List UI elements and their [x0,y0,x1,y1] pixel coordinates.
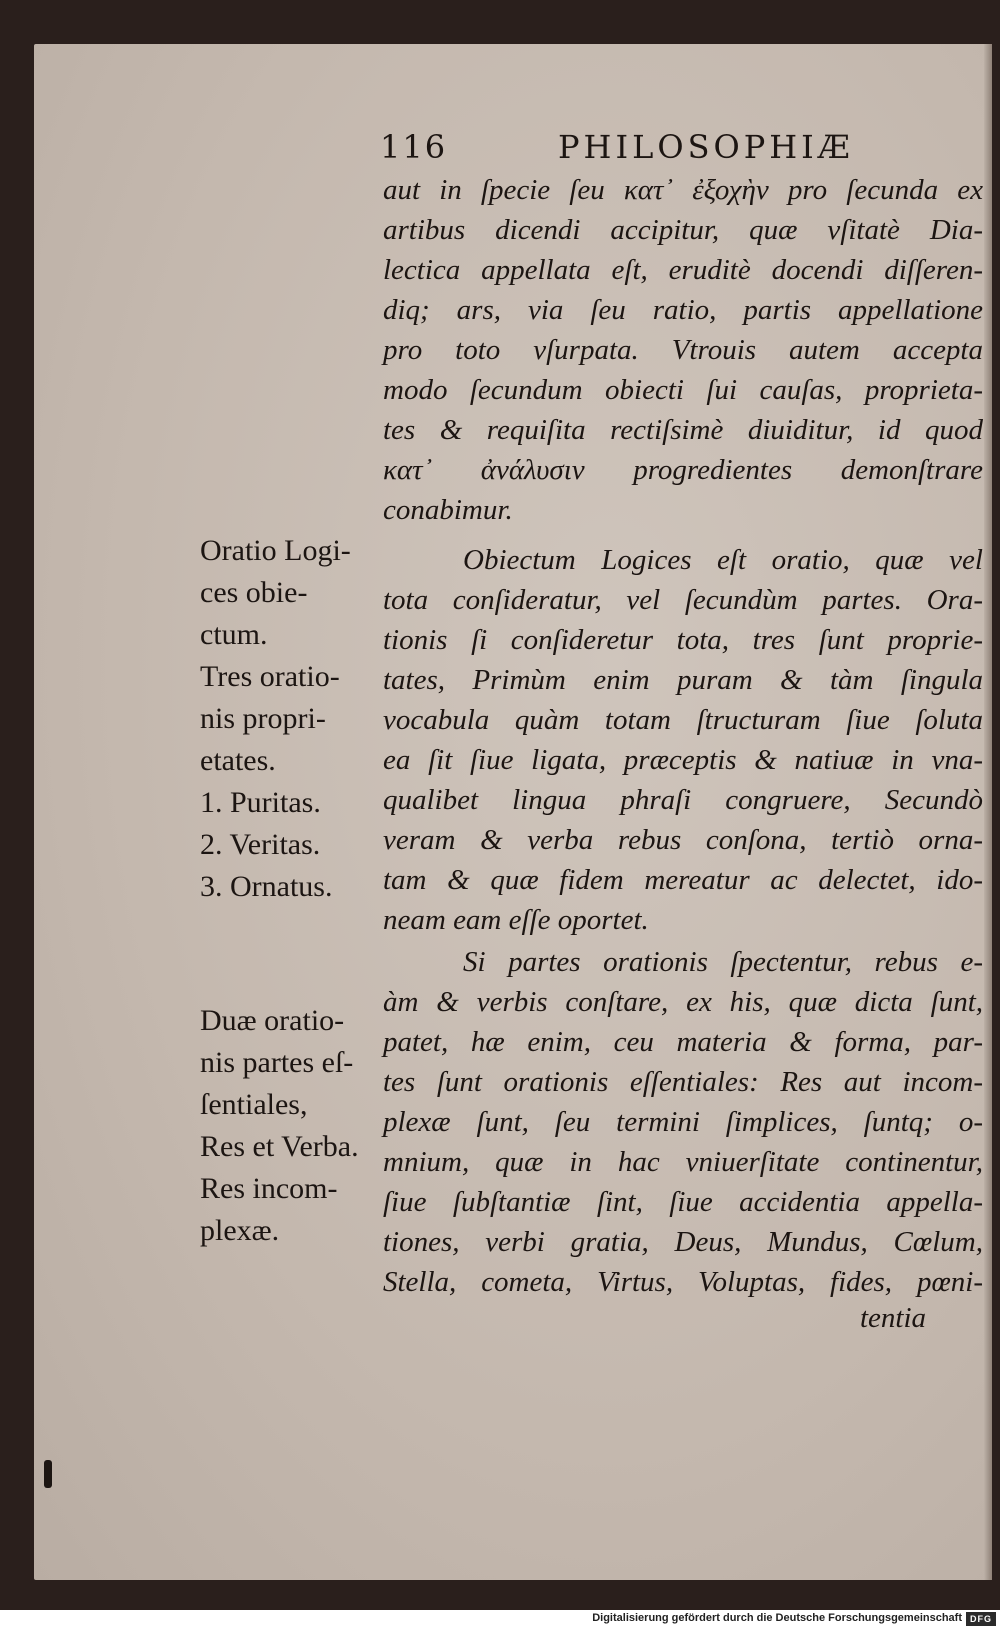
marginal-line: Res et Verba. [200,1130,359,1163]
text-line: ſiue ſubſtantiæ ſint, ſiue accidentia appella- [383,1186,983,1218]
text-line: àm & verbis conſtare, ex his, quæ dicta ſunt, [383,986,983,1018]
text-line: modo ſecundum obiecti ſui cauſas, proprieta- [383,374,983,406]
text-line: tam & quæ fidem mereatur ac delectet, ido- [383,864,983,896]
page-edge [984,44,992,1580]
text-line: plexæ ſunt, ſeu termini ſimplices, ſuntq; o- [383,1106,983,1138]
text-line: Obiectum Logices eſt oratio, quæ vel [463,544,983,576]
text-line: vocabula quàm totam ſtructuram ſiue ſoluta [383,704,983,736]
text-line: ea ſit ſiue ligata, præceptis & natiuæ in vna- [383,744,983,776]
marginal-line: Res incom- [200,1172,338,1205]
text-line: qualibet lingua phraſi congruere, Secundò [383,784,983,816]
text-line: Si partes orationis ſpectentur, rebus e- [463,946,983,978]
marginal-line: 3. Ornatus. [200,870,333,903]
text-line: tota conſideratur, vel ſecundùm partes. Ora- [383,584,983,616]
text-block-obiectum [383,540,983,940]
text-line: tes & requiſita rectiſsimè diuiditur, id quod [383,414,983,446]
marginal-line: 2. Veritas. [200,828,321,861]
text-line: pro toto vſurpata. Vtrouis autem accepta [383,334,983,366]
text-line: artibus dicendi accipitur, quæ vſitatè Dia- [383,214,983,246]
running-title: PHILOSOPHIÆ [558,128,854,166]
marginal-line: 1. Puritas. [200,786,321,819]
text-line: κατ᾽ ἀνάλυσιν progredientes demonſtrare [383,454,983,486]
running-head [380,128,980,172]
marginal-line: ctum. [200,618,268,651]
marginal-line: nis propri- [200,702,326,735]
marginal-note-oratio [200,530,380,908]
text-line: diq; ars, via ſeu ratio, partis appellatione [383,294,983,326]
marginal-line: etates. [200,744,276,777]
text-line: conabimur. [383,494,513,526]
marginal-line: Tres oratio- [200,660,340,693]
ink-blemish [44,1460,52,1488]
marginal-line: plexæ. [200,1214,280,1247]
text-line: aut in ſpecie ſeu κατ᾽ ἐξοχὴν pro ſecunda ex [383,174,983,206]
marginal-line: nis partes eſ- [200,1046,354,1079]
text-line: tes ſunt orationis eſſentiales: Res aut incom- [383,1066,983,1098]
marginal-line: Oratio Logi- [200,534,351,567]
text-line: mnium, quæ in hac vniuerſitate continentur, [383,1146,983,1178]
marginal-line: ſentiales, [200,1088,308,1121]
text-block-continuation [383,170,983,530]
text-block-partes [383,942,983,1302]
catchword: tentia [860,1302,927,1334]
marginal-line: ces obie- [200,576,308,609]
marginal-line: Duæ oratio- [200,1004,345,1037]
text-line: neam eam eſſe oportet. [383,904,649,936]
text-line: Stella, cometa, Virtus, Voluptas, fides, pœni- [383,1266,983,1298]
marginal-note-partes [200,1000,380,1252]
text-line: lectica appellata eſt, eruditè docendi diſſeren- [383,254,983,286]
text-line: patet, hæ enim, ceu materia & forma, par- [383,1026,983,1058]
dfg-logo: DFG [966,1612,996,1626]
text-line: veram & verba rebus conſona, tertiò orna- [383,824,983,856]
digitization-credit: Digitalisierung gefördert durch die Deutsche Forschungsgemeinschaft [592,1612,962,1624]
page-number: 116 [380,128,448,166]
text-line: tionis ſi conſideretur tota, tres ſunt proprie- [383,624,983,656]
text-line: tates, Primùm enim puram & tàm ſingula [383,664,983,696]
text-line: tiones, verbi gratia, Deus, Mundus, Cœlum, [383,1226,983,1258]
